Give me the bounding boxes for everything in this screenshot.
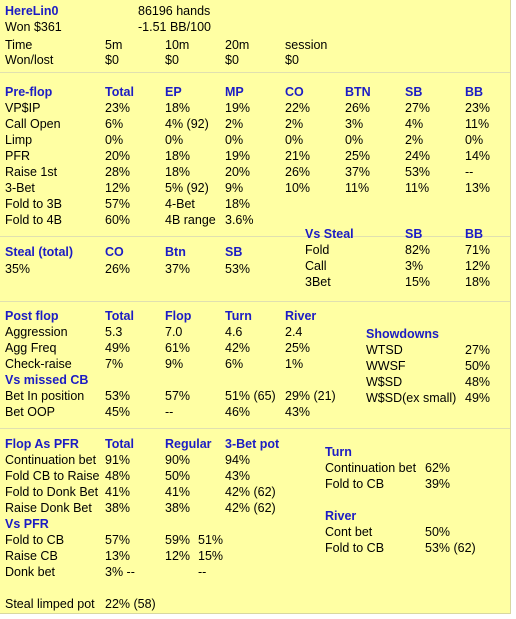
stat-value: 82%: [405, 243, 431, 257]
stat-label[interactable]: Fold to CB: [325, 541, 385, 555]
stat-value: 29% (21): [285, 389, 336, 403]
stat-label[interactable]: Call: [305, 259, 327, 273]
stat-label[interactable]: Raise CB: [5, 549, 58, 563]
stat-value: 18%: [225, 197, 251, 211]
stat-value: 53%: [105, 389, 131, 403]
stat-value: 9%: [225, 181, 244, 195]
wonlost-label: Won/lost: [5, 53, 54, 67]
stat-value: 43%: [285, 405, 311, 419]
stat-value: 25%: [345, 149, 371, 163]
stat-value: --: [465, 165, 474, 179]
preflop-title: Pre-flop: [5, 85, 53, 99]
stat-value: 2%: [285, 117, 304, 131]
preflop-col-header: BTN: [345, 85, 371, 99]
stat-value: 94%: [225, 453, 251, 467]
stat-value: 3%: [345, 117, 364, 131]
stat-value: 20%: [105, 149, 131, 163]
stat-value: 12%: [465, 259, 491, 273]
stat-value: 4% (92): [165, 117, 209, 131]
section-divider: [0, 301, 511, 302]
won-amount: Won $361: [5, 20, 62, 34]
steal-title: Steal (total): [5, 245, 74, 259]
stat-value: 90%: [165, 453, 191, 467]
stat-value: 71%: [465, 243, 491, 257]
time-label: Time: [5, 38, 33, 52]
stat-value: 19%: [225, 149, 251, 163]
stat-value: 19%: [225, 101, 251, 115]
vs-steal-title: Vs Steal: [305, 227, 354, 241]
stat-value: 6%: [225, 357, 244, 371]
preflop-col-header: CO: [285, 85, 304, 99]
stat-value: 0%: [285, 133, 304, 147]
stat-value: 51%: [198, 533, 224, 547]
preflop-col-header: SB: [405, 85, 423, 99]
stat-value: 50%: [425, 525, 451, 539]
stat-value: 3%: [405, 259, 424, 273]
stat-value: 9%: [165, 357, 184, 371]
time-col: 20m: [225, 38, 250, 52]
stat-label[interactable]: WWSF: [366, 359, 406, 373]
stat-value: 0%: [345, 133, 364, 147]
stat-value: 5% (92): [165, 181, 209, 195]
stat-value: 45%: [105, 405, 131, 419]
stat-label[interactable]: W$SD(ex small): [366, 391, 457, 405]
stat-value: 38%: [105, 501, 131, 515]
stat-value: 21%: [285, 149, 311, 163]
steal-col-header: Btn: [165, 245, 186, 259]
stat-value: 50%: [465, 359, 491, 373]
stat-value: 0%: [225, 133, 244, 147]
stat-label[interactable]: 4B range: [165, 213, 216, 227]
stat-value: 3% --: [105, 565, 135, 579]
wonlost-value: $0: [285, 53, 299, 67]
stat-value: 12%: [165, 549, 191, 563]
river-title: River: [325, 509, 357, 523]
time-col: session: [285, 38, 328, 52]
stat-value: 10%: [285, 181, 311, 195]
stat-value: 50%: [165, 469, 191, 483]
stat-value: --: [165, 405, 174, 419]
stat-value: 15%: [405, 275, 431, 289]
stat-label[interactable]: Cont bet: [325, 525, 373, 539]
stat-value: 11%: [405, 181, 430, 195]
stat-value: 18%: [165, 165, 191, 179]
stat-label[interactable]: Agg Freq: [5, 341, 57, 355]
stat-value: 51% (65): [225, 389, 276, 403]
stat-label[interactable]: Raise 1st: [5, 165, 58, 179]
stat-label[interactable]: Donk bet: [5, 565, 56, 579]
stat-value: 12%: [105, 181, 131, 195]
flop-pfr-col-header: Total: [105, 437, 134, 451]
preflop-col-header: MP: [225, 85, 244, 99]
stat-value: 3.6%: [225, 213, 254, 227]
stat-value: 4.6: [225, 325, 243, 339]
stat-label[interactable]: Bet OOP: [5, 405, 56, 419]
stat-value: --: [198, 565, 207, 579]
postflop-col-header: Turn: [225, 309, 252, 323]
stat-value: 22% (58): [105, 597, 156, 611]
stat-label[interactable]: Limp: [5, 133, 33, 147]
time-col: 5m: [105, 38, 123, 52]
steal-col-header: SB: [225, 245, 243, 259]
preflop-col-header: BB: [465, 85, 484, 99]
stat-value: 5.3: [105, 325, 123, 339]
stat-value: 53%: [225, 262, 251, 276]
stat-value: 41%: [165, 485, 191, 499]
stat-value: 37%: [165, 262, 191, 276]
stat-value: 26%: [345, 101, 371, 115]
turn-title: Turn: [325, 445, 352, 459]
stat-label[interactable]: Aggression: [5, 325, 68, 339]
preflop-col-header: Total: [105, 85, 134, 99]
postflop-col-header: River: [285, 309, 317, 323]
stat-value: 62%: [425, 461, 451, 475]
stat-value: 61%: [165, 341, 191, 355]
stat-value: 41%: [105, 485, 131, 499]
stat-value: 38%: [165, 501, 191, 515]
wonlost-value: $0: [105, 53, 119, 67]
stat-value: 42%: [225, 341, 251, 355]
stat-label[interactable]: PFR: [5, 149, 30, 163]
stat-value: 91%: [105, 453, 131, 467]
vs-missed-cb-title: Vs missed CB: [5, 373, 89, 387]
stat-label[interactable]: Call Open: [5, 117, 61, 131]
stat-label[interactable]: Continuation bet: [325, 461, 417, 475]
stat-value: 35%: [5, 262, 31, 276]
stat-label[interactable]: WTSD: [366, 343, 403, 357]
vs-steal-col-header: SB: [405, 227, 423, 241]
stat-label[interactable]: Fold to 3B: [5, 197, 62, 211]
stat-label[interactable]: Check-raise: [5, 357, 72, 371]
preflop-col-header: EP: [165, 85, 182, 99]
stat-value: 18%: [465, 275, 491, 289]
stat-value: 53%: [405, 165, 431, 179]
stat-value: 1%: [285, 357, 304, 371]
stat-value: 13%: [105, 549, 131, 563]
stat-value: 0%: [165, 133, 184, 147]
hands-count: 86196 hands: [138, 4, 211, 18]
stat-value: 22%: [285, 101, 311, 115]
stat-value: 2.4: [285, 325, 303, 339]
stat-value: 57%: [165, 389, 191, 403]
stat-value: 6%: [105, 117, 124, 131]
stat-label[interactable]: Continuation bet: [5, 453, 97, 467]
stat-label[interactable]: W$SD: [366, 375, 403, 389]
stat-value: 43%: [225, 469, 251, 483]
stat-value: 2%: [225, 117, 244, 131]
bb100-value: -1.51 BB/100: [138, 20, 211, 34]
stat-value: 14%: [465, 149, 491, 163]
stat-value: 26%: [285, 165, 311, 179]
vs-pfr-title: Vs PFR: [5, 517, 49, 531]
postflop-col-header: Total: [105, 309, 134, 323]
stat-value: 18%: [165, 101, 191, 115]
stat-value: 60%: [105, 213, 131, 227]
postflop-col-header: Flop: [165, 309, 192, 323]
stat-value: 46%: [225, 405, 251, 419]
stat-value: 7%: [105, 357, 124, 371]
stat-value: 11%: [345, 181, 370, 195]
stat-value: 24%: [405, 149, 431, 163]
stat-value: 18%: [165, 149, 191, 163]
postflop-title: Post flop: [5, 309, 59, 323]
stat-value: 57%: [105, 533, 131, 547]
stat-value: 57%: [105, 197, 131, 211]
wonlost-value: $0: [225, 53, 239, 67]
stat-value: 15%: [198, 549, 224, 563]
stat-value: 28%: [105, 165, 131, 179]
stat-label[interactable]: Steal limped pot: [5, 597, 95, 611]
stat-label[interactable]: Fold CB to Raise: [5, 469, 100, 483]
stat-value: 27%: [405, 101, 431, 115]
showdowns-title: Showdowns: [366, 327, 439, 341]
stat-value: 13%: [465, 181, 491, 195]
wonlost-value: $0: [165, 53, 179, 67]
stat-label[interactable]: Fold: [305, 243, 330, 257]
stat-value: 25%: [285, 341, 311, 355]
stat-value: 42% (62): [225, 501, 276, 515]
stat-label[interactable]: Fold to Donk Bet: [5, 485, 99, 499]
stat-value: 42% (62): [225, 485, 276, 499]
section-divider: [0, 428, 511, 429]
stat-label[interactable]: Fold to CB: [325, 477, 385, 491]
stat-label[interactable]: Raise Donk Bet: [5, 501, 92, 515]
vs-steal-col-header: BB: [465, 227, 484, 241]
stat-value: 39%: [425, 477, 451, 491]
stat-value: 26%: [105, 262, 131, 276]
flop-pfr-title: Flop As PFR: [5, 437, 79, 451]
flop-pfr-col-header: Regular: [165, 437, 212, 451]
stat-value: 23%: [105, 101, 131, 115]
section-divider: [0, 72, 511, 73]
stat-value: 4%: [405, 117, 424, 131]
stat-value: 20%: [225, 165, 251, 179]
stat-value: 7.0: [165, 325, 183, 339]
stat-value: 53% (62): [425, 541, 476, 555]
stat-label[interactable]: Bet In position: [5, 389, 85, 403]
stat-label[interactable]: VP$IP: [5, 101, 41, 115]
stat-label[interactable]: Fold to 4B: [5, 213, 62, 227]
stat-value: 0%: [105, 133, 124, 147]
stat-value: 49%: [105, 341, 131, 355]
stat-label[interactable]: 3-Bet: [5, 181, 35, 195]
stat-value: 23%: [465, 101, 491, 115]
stat-value: 48%: [105, 469, 131, 483]
flop-pfr-col-header: 3-Bet pot: [225, 437, 280, 451]
time-col: 10m: [165, 38, 190, 52]
section-divider: [0, 236, 511, 237]
stat-value: 49%: [465, 391, 491, 405]
stat-value: 48%: [465, 375, 491, 389]
stat-value: 2%: [405, 133, 424, 147]
stat-value: 27%: [465, 343, 491, 357]
steal-col-header: CO: [105, 245, 124, 259]
stat-value: 59%: [165, 533, 191, 547]
stat-value: 0%: [465, 133, 484, 147]
stat-label[interactable]: Fold to CB: [5, 533, 65, 547]
stat-label[interactable]: 3Bet: [305, 275, 331, 289]
stat-label[interactable]: 4-Bet: [165, 197, 195, 211]
player-name[interactable]: HereLin0: [5, 4, 59, 18]
stat-value: 37%: [345, 165, 371, 179]
stat-value: 11%: [465, 117, 490, 131]
